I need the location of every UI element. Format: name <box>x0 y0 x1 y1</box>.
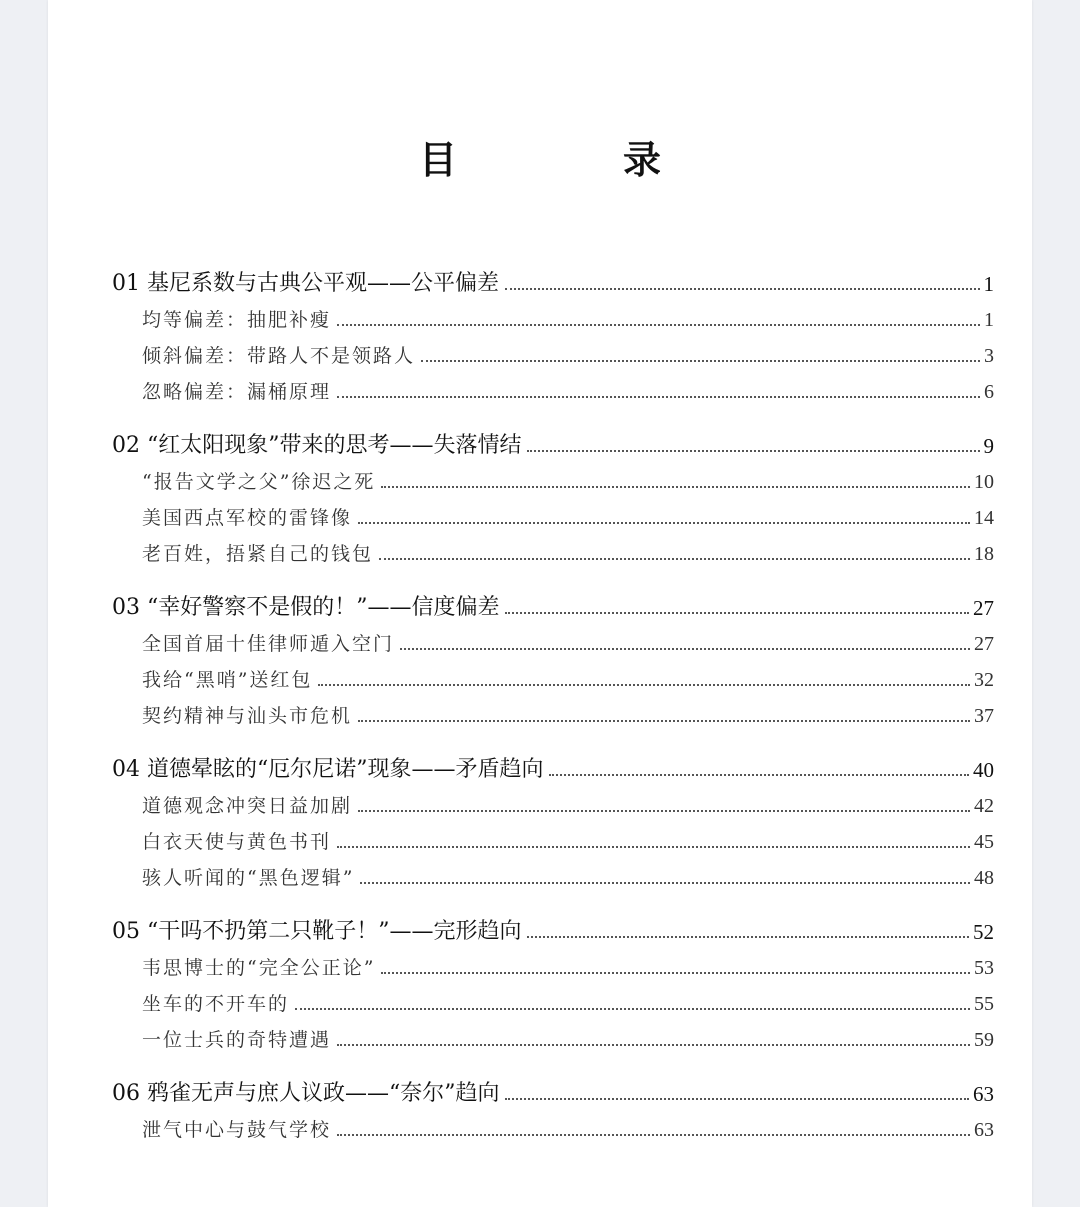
chapter-group <box>112 911 994 1055</box>
leader-dots <box>337 324 980 326</box>
leader-dots <box>358 522 970 524</box>
leader-dots <box>337 396 980 398</box>
toc-section-entry <box>112 659 994 695</box>
page-number: 3 <box>984 345 994 367</box>
leader-dots <box>360 882 970 884</box>
section-title: 韦思博士的“完全公正论” <box>142 957 376 979</box>
toc-section-entry <box>112 857 994 893</box>
toc-chapter-entry <box>112 263 994 299</box>
page-number: 55 <box>974 993 994 1015</box>
toc-section-entry <box>112 533 994 569</box>
page-number: 27 <box>974 633 994 655</box>
chapter-group <box>112 587 994 731</box>
toc-section-entry <box>112 623 994 659</box>
section-title: 一位士兵的奇特遭遇 <box>142 1029 332 1051</box>
leader-dots <box>318 684 970 686</box>
chapter-title: 06 鸦雀无声与庶人议政——“奈尔”趋向 <box>112 1081 500 1106</box>
section-title: “报告文学之父”徐迟之死 <box>142 471 376 493</box>
leader-dots <box>337 1134 970 1136</box>
leader-dots <box>527 936 969 938</box>
leader-dots <box>421 360 980 362</box>
section-title: 我给“黑哨”送红包 <box>142 669 313 691</box>
page-number: 9 <box>983 434 994 458</box>
chapter-group <box>112 749 994 893</box>
page-number: 45 <box>974 831 994 853</box>
leader-dots <box>379 558 970 560</box>
toc-chapter-entry <box>112 749 994 785</box>
page-number: 40 <box>973 758 994 782</box>
section-title: 白衣天使与黄色书刊 <box>142 831 332 853</box>
leader-dots <box>358 720 970 722</box>
leader-dots <box>358 810 970 812</box>
page-number: 27 <box>973 596 994 620</box>
chapter-title: 02 “红太阳现象”带来的思考——失落情结 <box>112 433 522 458</box>
section-title: 倾斜偏差：带路人不是领路人 <box>142 345 416 367</box>
section-title: 契约精神与汕头市危机 <box>142 705 353 727</box>
section-title: 全国首届十佳律师遁入空门 <box>142 633 395 655</box>
page-title: 目 录 <box>418 137 725 182</box>
chapter-title: 04 道德晕眩的“厄尔尼诺”现象——矛盾趋向 <box>112 757 544 782</box>
chapter-title: 01 基尼系数与古典公平观——公平偏差 <box>112 271 499 296</box>
toc-section-entry <box>112 947 994 983</box>
page-number: 59 <box>974 1029 994 1051</box>
leader-dots <box>400 648 970 650</box>
leader-dots <box>337 1044 970 1046</box>
page-number: 6 <box>984 381 994 403</box>
page-number: 48 <box>974 867 994 889</box>
toc-chapter-entry <box>112 425 994 461</box>
table-of-contents <box>112 263 994 1145</box>
page-number: 37 <box>974 705 994 727</box>
toc-chapter-entry <box>112 1073 994 1109</box>
section-title: 忽略偏差：漏桶原理 <box>142 381 332 403</box>
toc-section-entry <box>112 821 994 857</box>
leader-dots <box>549 774 969 776</box>
section-title: 骇人听闻的“黑色逻辑” <box>142 867 355 889</box>
page-number: 18 <box>974 543 994 565</box>
section-title: 美国西点军校的雷锋像 <box>142 507 353 529</box>
section-title: 泄气中心与鼓气学校 <box>142 1119 332 1141</box>
toc-chapter-entry <box>112 587 994 623</box>
page-number: 14 <box>974 507 994 529</box>
leader-dots <box>527 450 979 452</box>
section-title: 均等偏差：抽肥补瘦 <box>142 309 332 331</box>
chapter-group <box>112 263 994 407</box>
toc-chapter-entry <box>112 911 994 947</box>
toc-section-entry <box>112 461 994 497</box>
page-number: 52 <box>973 920 994 944</box>
toc-section-entry <box>112 1019 994 1055</box>
leader-dots <box>381 972 970 974</box>
page-number: 32 <box>974 669 994 691</box>
page-number: 10 <box>974 471 994 493</box>
chapter-group <box>112 425 994 569</box>
leader-dots <box>381 486 970 488</box>
toc-section-entry <box>112 299 994 335</box>
chapter-title: 03 “幸好警察不是假的！”——信度偏差 <box>112 595 500 620</box>
toc-section-entry <box>112 1109 994 1145</box>
leader-dots <box>295 1008 970 1010</box>
section-title: 道德观念冲突日益加剧 <box>142 795 353 817</box>
leader-dots <box>505 1098 969 1100</box>
toc-section-entry <box>112 335 994 371</box>
toc-section-entry <box>112 497 994 533</box>
toc-section-entry <box>112 785 994 821</box>
page-number: 63 <box>973 1082 994 1106</box>
page-number: 1 <box>983 272 994 296</box>
leader-dots <box>505 612 969 614</box>
toc-section-entry <box>112 983 994 1019</box>
chapter-title: 05 “干吗不扔第二只靴子！”——完形趋向 <box>112 919 522 944</box>
leader-dots <box>505 288 980 290</box>
toc-section-entry <box>112 371 994 407</box>
page-number: 1 <box>984 309 994 331</box>
document-page <box>48 0 1032 1207</box>
chapter-group <box>112 1073 994 1145</box>
page-number: 42 <box>974 795 994 817</box>
page-number: 53 <box>974 957 994 979</box>
section-title: 坐车的不开车的 <box>142 993 290 1015</box>
section-title: 老百姓，捂紧自己的钱包 <box>142 543 374 565</box>
leader-dots <box>337 846 970 848</box>
page-number: 63 <box>974 1119 994 1141</box>
toc-section-entry <box>112 695 994 731</box>
